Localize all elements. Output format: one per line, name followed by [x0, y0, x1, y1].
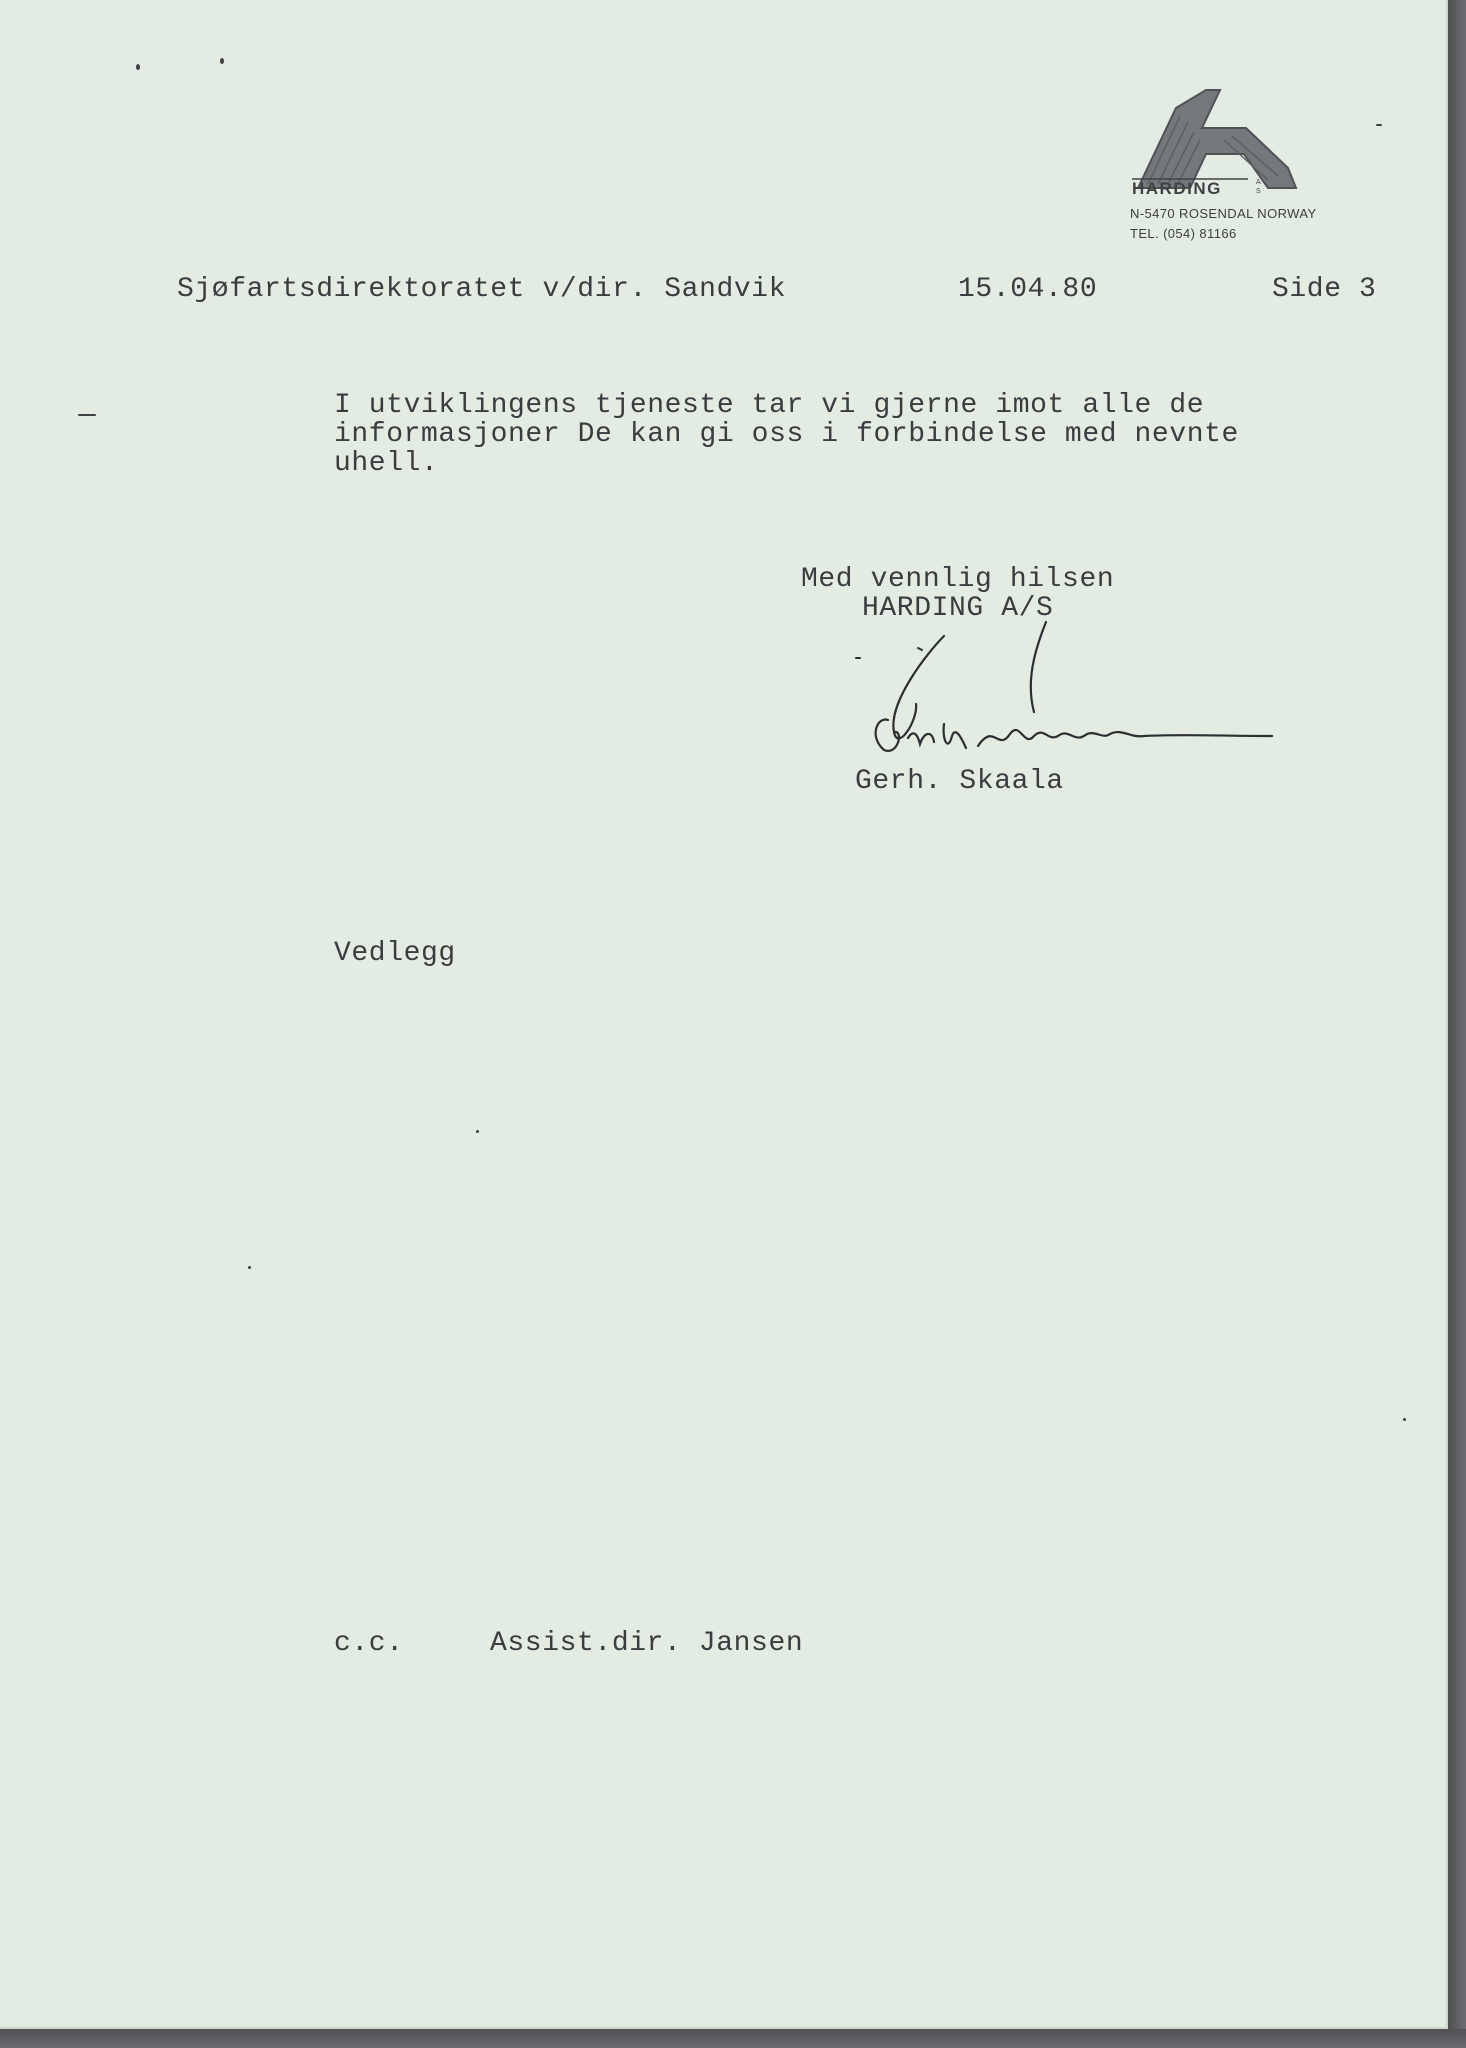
body-line: I utviklingens tjeneste tar vi gjerne imot alle de	[334, 390, 1205, 421]
svg-text:A: A	[1256, 179, 1261, 186]
scan-speck	[476, 1130, 479, 1133]
signatory-name: Gerh. Skaala	[855, 766, 1064, 797]
scan-edge-right	[1448, 0, 1466, 2048]
body-line: informasjoner De kan gi oss i forbindelse med nevnte	[334, 419, 1239, 450]
body-line: uhell.	[334, 448, 439, 479]
letter-date: 15.04.80	[958, 274, 1098, 305]
letterhead-address: N-5470 ROSENDAL NORWAY	[1130, 206, 1317, 221]
cc-recipient: Assist.dir. Jansen	[490, 1628, 804, 1659]
scan-edge-bottom	[0, 2029, 1466, 2048]
attachments-label: Vedlegg	[334, 938, 456, 969]
cc-label: c.c.	[334, 1628, 404, 1659]
harding-logo	[1128, 88, 1298, 196]
page-number: Side 3	[1272, 274, 1377, 305]
closing-greeting: Med vennlig hilsen	[801, 564, 1115, 595]
recipient-line: Sjøfartsdirektoratet v/dir. Sandvik	[177, 274, 787, 305]
letterhead	[1128, 88, 1378, 248]
scan-speck	[248, 1266, 251, 1269]
scan-speck	[220, 58, 224, 64]
scan-speck	[78, 414, 96, 416]
letterhead-telephone: TEL. (054) 81166	[1130, 226, 1237, 241]
svg-text:HARDING: HARDING	[1132, 179, 1222, 196]
scan-speck	[136, 64, 140, 70]
scan-speck	[1403, 1418, 1406, 1421]
closing-company: HARDING A/S	[862, 593, 1054, 624]
svg-text:S: S	[1256, 188, 1261, 195]
handwritten-signature	[848, 612, 1278, 762]
scan-speck	[1376, 124, 1382, 126]
